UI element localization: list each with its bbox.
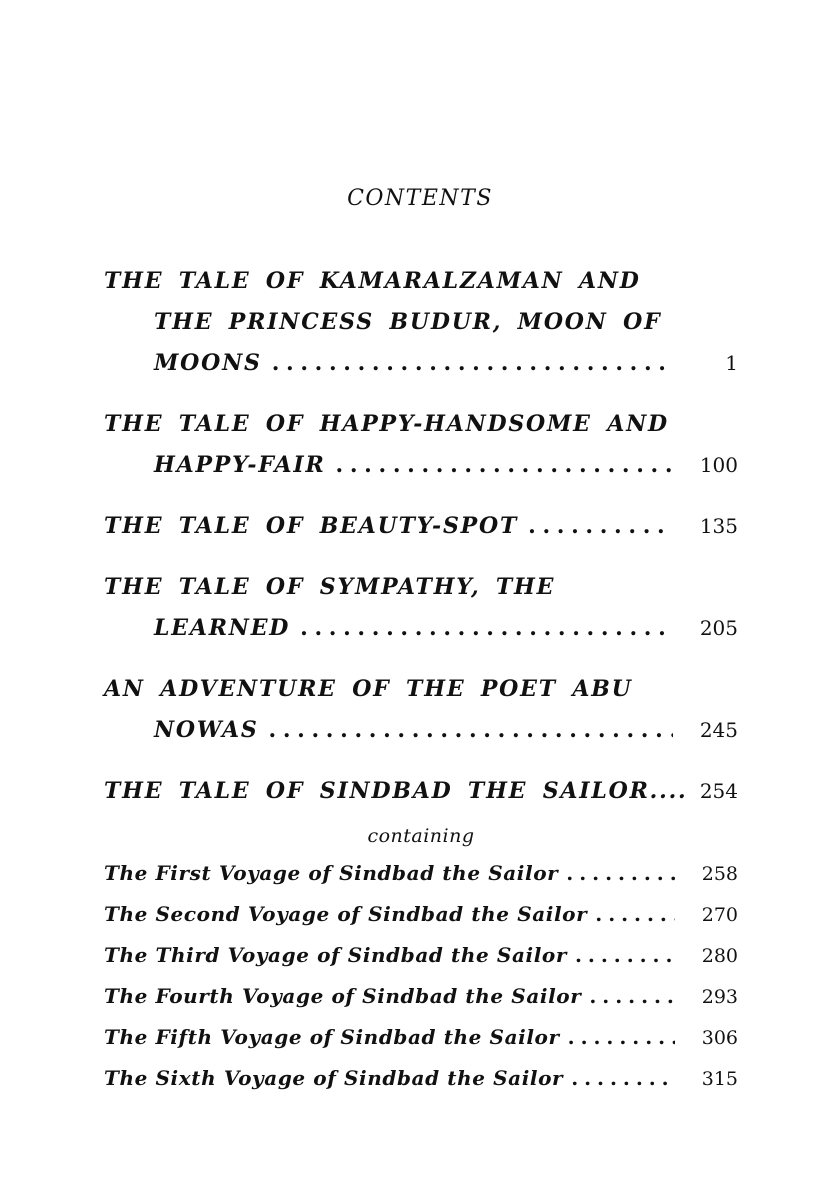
page-number: 270: [701, 904, 738, 926]
page-number: 293: [701, 986, 738, 1008]
dot-leader: [575, 943, 675, 967]
dot-leader: [336, 452, 673, 478]
page-number: 280: [701, 945, 738, 967]
table-of-contents: [104, 268, 738, 1107]
toc-entry-text: THE PRINCESS BUDUR, MOON OF: [154, 309, 662, 335]
toc-entry-line: [104, 513, 738, 554]
voyage-entry: [104, 861, 738, 902]
page-number: 100: [699, 453, 738, 477]
toc-entry-line: [104, 778, 738, 819]
toc-entry-line: [104, 411, 679, 452]
toc-entry-text: HAPPY-FAIR: [154, 452, 326, 478]
voyage-title: The Fourth Voyage of Sindbad the Sailor: [104, 984, 582, 1008]
voyage-entry: [104, 943, 738, 984]
toc-entry-line: [104, 676, 679, 717]
toc-entry-text: THE TALE OF SYMPATHY, THE: [104, 574, 556, 600]
toc-entry-text: THE TALE OF BEAUTY-SPOT: [104, 513, 519, 539]
dot-leader: [571, 1066, 675, 1090]
voyage-list: [104, 861, 738, 1107]
voyage-entry: [104, 1066, 738, 1107]
voyage-title: The Third Voyage of Sindbad the Sailor: [104, 943, 567, 967]
page-number: 254: [699, 779, 738, 803]
toc-entry-text: AN ADVENTURE OF THE POET ABU: [104, 676, 633, 702]
toc-entry-text: THE TALE OF HAPPY-HANDSOME AND: [104, 411, 669, 437]
page-number: 135: [699, 514, 738, 538]
toc-entry-sindbad: [104, 778, 738, 819]
toc-entry-text: MOONS: [154, 350, 262, 376]
toc-entry-abu-nowas: [104, 676, 738, 758]
voyage-entry: [104, 984, 738, 1025]
dot-leader: [528, 513, 673, 539]
toc-entry-beauty-spot: [104, 513, 738, 554]
page-number: 205: [699, 616, 738, 640]
toc-entry-text: LEARNED: [154, 615, 291, 641]
dot-leader: [269, 717, 673, 743]
toc-entry-line: [104, 268, 679, 309]
page-number: 1: [725, 351, 738, 375]
page-number: 245: [699, 718, 738, 742]
page-number: 258: [701, 863, 738, 885]
voyage-title: The Sixth Voyage of Sindbad the Sailor: [104, 1066, 564, 1090]
page-number: 315: [701, 1068, 738, 1090]
toc-entry-happy-handsome: [104, 411, 738, 493]
toc-entry-line: [104, 615, 738, 656]
toc-entry-text: NOWAS: [154, 717, 259, 743]
toc-entry-line: [104, 350, 738, 391]
toc-entry-text: THE TALE OF KAMARALZAMAN AND: [104, 268, 641, 294]
voyage-entry: [104, 1025, 738, 1066]
contents-heading: CONTENTS: [347, 186, 493, 211]
toc-entry-line: [104, 574, 738, 615]
toc-entry-line: [104, 717, 738, 758]
voyage-title: The Second Voyage of Sindbad the Sailor: [104, 902, 588, 926]
dot-leader: [568, 1025, 675, 1049]
toc-entry-line: [104, 309, 679, 350]
toc-entry-text: THE TALE OF SINDBAD THE SAILOR....: [104, 778, 688, 804]
dot-leader: [566, 861, 675, 885]
voyage-title: The First Voyage of Sindbad the Sailor: [104, 861, 559, 885]
dot-leader: [595, 902, 675, 926]
containing-label: containing: [367, 825, 475, 847]
dot-leader: [589, 984, 675, 1008]
dot-leader: [300, 615, 673, 641]
toc-entry-sympathy: [104, 574, 738, 656]
dot-leader: [272, 350, 673, 376]
voyage-entry: [104, 902, 738, 943]
page-number: 306: [701, 1027, 738, 1049]
voyage-title: The Fifth Voyage of Sindbad the Sailor: [104, 1025, 560, 1049]
toc-entry-kamaralzaman: [104, 268, 738, 391]
toc-entry-line: [104, 452, 738, 493]
